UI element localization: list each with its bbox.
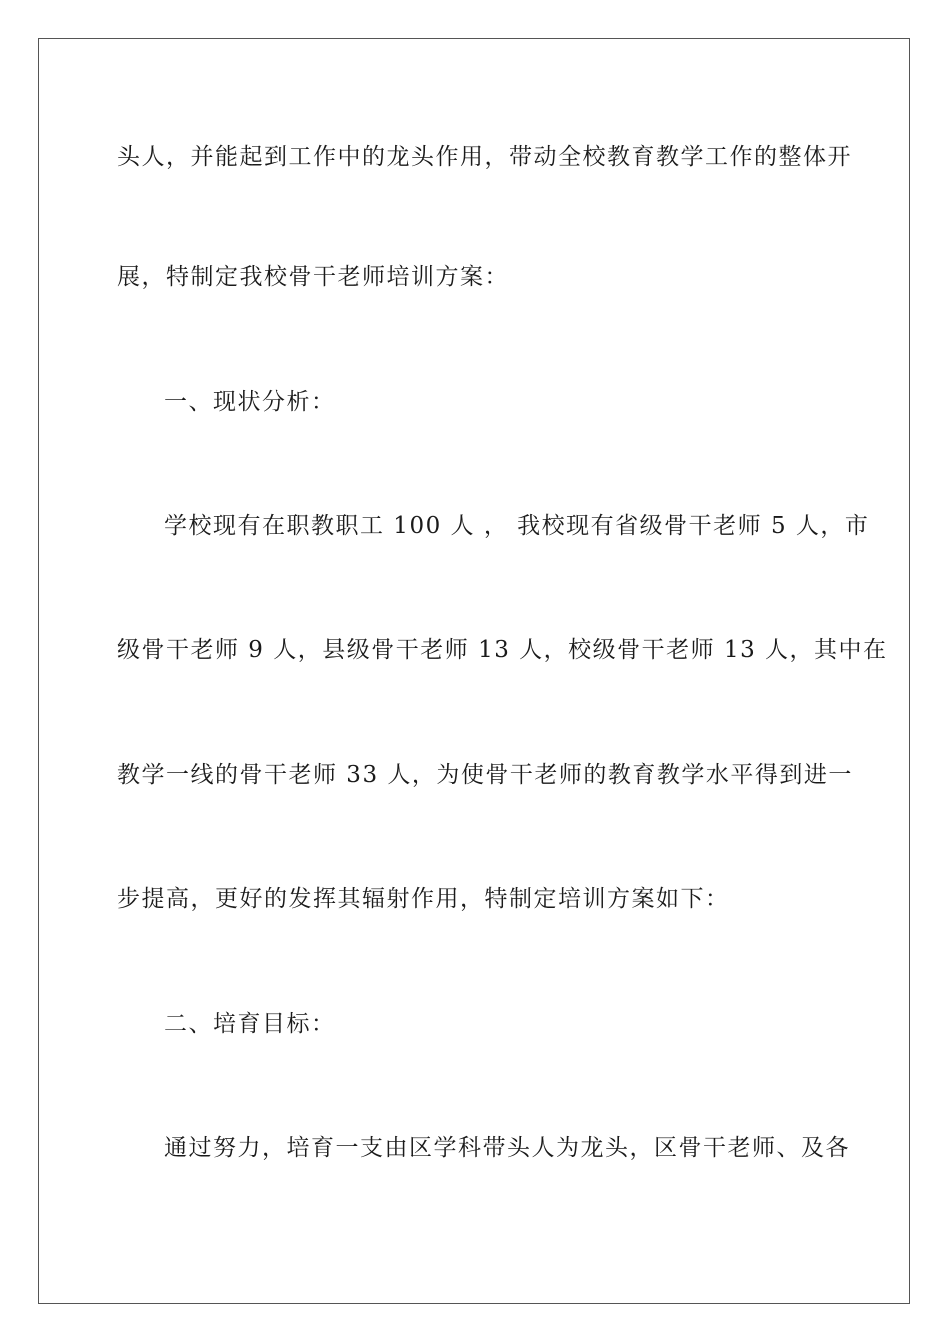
section-heading-training-goals: 二、培育目标： [164, 1011, 336, 1037]
page-border [38, 38, 910, 1304]
paragraph-line-9: 通过努力，培育一支由区学科带头人为龙头，区骨干老师、及各 [164, 1135, 850, 1161]
paragraph-line-1: 头人，并能起到工作中的龙头作用，带动全校教育教学工作的整体开 [117, 144, 852, 170]
paragraph-line-2: 展，特制定我校骨干老师培训方案： [117, 264, 509, 290]
paragraph-line-4: 学校现有在职教职工 100 人 ， 我校现有省级骨干老师 5 人，市 [164, 513, 870, 539]
paragraph-line-6: 教学一线的骨干老师 33 人，为使骨干老师的教育教学水平得到进一 [117, 762, 853, 788]
paragraph-line-7: 步提高，更好的发挥其辐射作用，特制定培训方案如下： [117, 886, 730, 912]
paragraph-line-5: 级骨干老师 9 人，县级骨干老师 13 人，校级骨干老师 13 人，其中在 [117, 637, 888, 663]
section-heading-status-analysis: 一、现状分析： [164, 389, 336, 415]
